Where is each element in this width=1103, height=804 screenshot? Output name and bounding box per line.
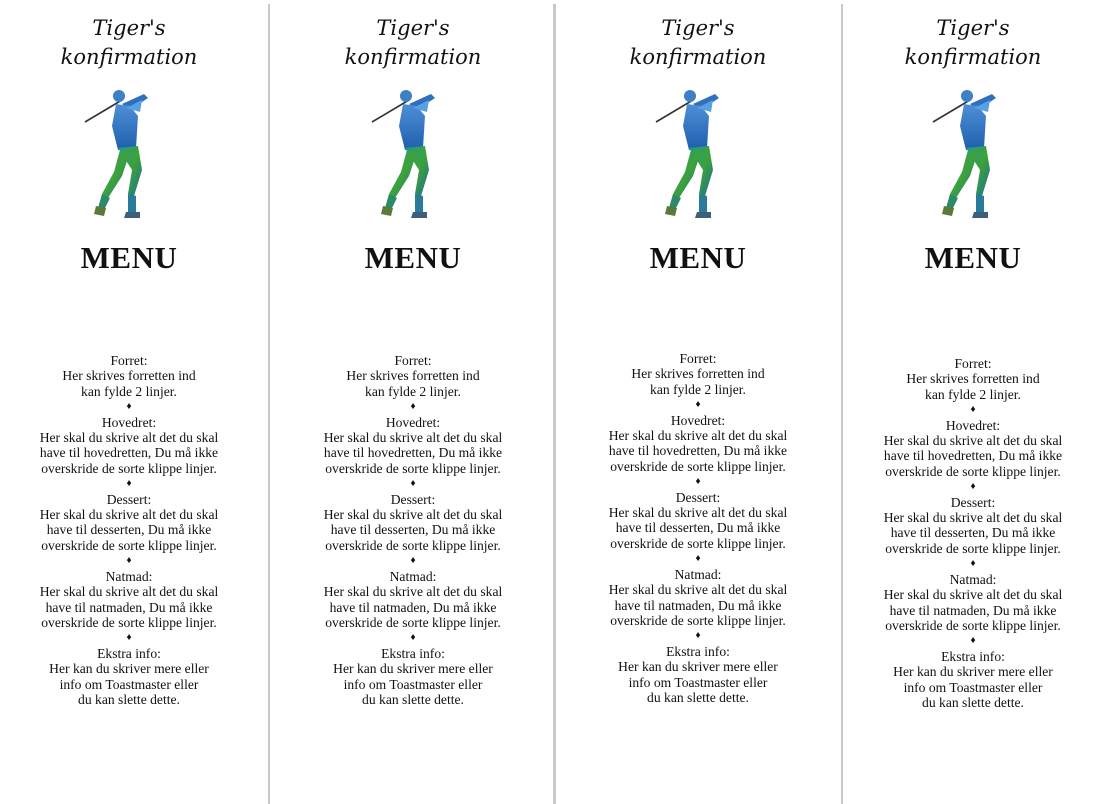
diamond-separator-icon: ♦	[970, 481, 976, 493]
course-description-line: Her skrives forretten ind	[906, 371, 1040, 387]
card-title-line: Tiger's	[936, 16, 1010, 40]
course-label: Natmad:	[389, 568, 437, 584]
menu-heading: MENU	[364, 240, 462, 275]
course-description-line: overskride de sorte klippe linjer.	[41, 460, 217, 476]
diamond-separator-icon: ♦	[970, 558, 976, 570]
course-label: Ekstra info:	[381, 645, 445, 661]
course-description-line: have til desserten, Du må ikke	[615, 520, 781, 536]
course-description-line: info om Toastmaster eller	[903, 679, 1043, 695]
course-label: Natmad:	[674, 566, 722, 582]
course-label: Natmad:	[949, 571, 997, 587]
card-title	[0, 14, 258, 72]
course-description-line: have til hovedretten, Du må ikke	[39, 445, 219, 461]
diamond-separator-icon: ♦	[410, 401, 416, 413]
course-label: Ekstra info:	[941, 648, 1005, 664]
card-title-line: Tiger's	[376, 16, 450, 40]
menu-card	[564, 0, 832, 804]
course-label: Natmad:	[105, 568, 153, 584]
course-description-line: du kan slette dette.	[647, 689, 749, 705]
course-description-line: have til hovedretten, Du må ikke	[323, 445, 503, 461]
course-description-line: Her skrives forretten ind	[62, 368, 196, 384]
course-label: Forret:	[110, 353, 148, 368]
menu-courses	[850, 356, 1096, 710]
course-description-line: Her skal du skrive alt det du skal	[608, 505, 788, 521]
course-description-line: overskride de sorte klippe linjer.	[41, 614, 217, 630]
course-description-line: have til natmaden, Du må ikke	[614, 597, 782, 613]
diamond-separator-icon: ♦	[126, 632, 132, 644]
course-description-line: have til natmaden, Du må ikke	[889, 602, 1057, 618]
course-label: Forret:	[954, 356, 992, 371]
course-description-line: overskride de sorte klippe linjer.	[325, 537, 501, 553]
diamond-separator-icon: ♦	[410, 632, 416, 644]
course-label: Forret:	[394, 353, 432, 368]
course-label: Ekstra info:	[666, 643, 730, 659]
course-description-line: Her skal du skrive alt det du skal	[39, 430, 219, 446]
diamond-separator-icon: ♦	[695, 553, 701, 565]
course-description-line: overskride de sorte klippe linjer.	[325, 614, 501, 630]
course-description-line: overskride de sorte klippe linjer.	[885, 463, 1061, 479]
card-title-line: Tiger's	[661, 16, 735, 40]
course-label: Dessert:	[950, 494, 996, 510]
diamond-separator-icon: ♦	[695, 399, 701, 411]
golfer-illustration	[369, 86, 459, 222]
diamond-separator-icon: ♦	[970, 404, 976, 416]
course-description-line: have til hovedretten, Du må ikke	[883, 448, 1063, 464]
menu-heading: MENU	[649, 240, 747, 275]
cut-line	[268, 4, 270, 804]
diamond-separator-icon: ♦	[695, 476, 701, 488]
card-title-line: konfirmation	[60, 45, 198, 69]
card-title-line: konfirmation	[904, 45, 1042, 69]
course-description-line: Her skrives forretten ind	[631, 366, 765, 382]
course-description-line: Her skal du skrive alt det du skal	[39, 507, 219, 523]
cut-line	[553, 4, 556, 804]
course-description-line: Her kan du skriver mere eller	[333, 661, 493, 677]
course-description-line: kan fylde 2 linjer.	[650, 381, 746, 397]
diamond-separator-icon: ♦	[410, 555, 416, 567]
course-description-line: Her skal du skrive alt det du skal	[883, 587, 1063, 603]
course-description-line: kan fylde 2 linjer.	[925, 386, 1021, 402]
card-title	[564, 14, 832, 72]
course-description-line: overskride de sorte klippe linjer.	[885, 617, 1061, 633]
course-description-line: Her skal du skrive alt det du skal	[39, 584, 219, 600]
menu-card	[0, 0, 258, 804]
course-description-line: Her skal du skrive alt det du skal	[323, 430, 503, 446]
course-description-line: Her skal du skrive alt det du skal	[883, 433, 1063, 449]
course-label: Hovedret:	[385, 414, 441, 430]
cut-line	[841, 4, 843, 804]
course-description-line: overskride de sorte klippe linjer.	[610, 612, 786, 628]
course-description-line: du kan slette dette.	[922, 694, 1024, 710]
course-description-line: Her skal du skrive alt det du skal	[323, 584, 503, 600]
course-label: Dessert:	[675, 489, 721, 505]
course-description-line: info om Toastmaster eller	[628, 674, 768, 690]
course-description-line: du kan slette dette.	[362, 691, 464, 707]
course-label: Hovedret:	[945, 417, 1001, 433]
course-description-line: have til natmaden, Du må ikke	[45, 599, 213, 615]
menu-courses	[278, 353, 548, 707]
course-description-line: Her kan du skriver mere eller	[618, 659, 778, 675]
course-description-line: kan fylde 2 linjer.	[365, 383, 461, 399]
course-description-line: overskride de sorte klippe linjer.	[325, 460, 501, 476]
course-description-line: Her skal du skrive alt det du skal	[608, 428, 788, 444]
course-label: Forret:	[679, 351, 717, 366]
card-title	[278, 14, 548, 72]
menu-heading: MENU	[80, 240, 178, 275]
course-label: Hovedret:	[101, 414, 157, 430]
course-label: Ekstra info:	[97, 645, 161, 661]
course-description-line: overskride de sorte klippe linjer.	[610, 458, 786, 474]
course-description-line: du kan slette dette.	[78, 691, 180, 707]
menu-card	[850, 0, 1096, 804]
diamond-separator-icon: ♦	[410, 478, 416, 490]
course-description-line: info om Toastmaster eller	[59, 676, 199, 692]
diamond-separator-icon: ♦	[970, 635, 976, 647]
menu-courses	[564, 351, 832, 705]
diamond-separator-icon: ♦	[126, 401, 132, 413]
course-description-line: overskride de sorte klippe linjer.	[41, 537, 217, 553]
course-description-line: have til desserten, Du må ikke	[890, 525, 1056, 541]
diamond-separator-icon: ♦	[126, 478, 132, 490]
course-description-line: Her skal du skrive alt det du skal	[323, 507, 503, 523]
course-description-line: Her kan du skriver mere eller	[893, 664, 1053, 680]
course-description-line: Her skal du skrive alt det du skal	[883, 510, 1063, 526]
course-label: Hovedret:	[670, 412, 726, 428]
course-label: Dessert:	[390, 491, 436, 507]
menu-courses	[0, 353, 258, 707]
card-title	[850, 14, 1096, 72]
course-description-line: overskride de sorte klippe linjer.	[610, 535, 786, 551]
course-description-line: have til natmaden, Du må ikke	[329, 599, 497, 615]
course-description-line: have til desserten, Du må ikke	[46, 522, 212, 538]
course-description-line: kan fylde 2 linjer.	[81, 383, 177, 399]
course-description-line: Her skrives forretten ind	[346, 368, 480, 384]
course-description-line: info om Toastmaster eller	[343, 676, 483, 692]
diamond-separator-icon: ♦	[695, 630, 701, 642]
menu-heading: MENU	[924, 240, 1022, 275]
card-title-line: konfirmation	[344, 45, 482, 69]
course-description-line: have til desserten, Du må ikke	[330, 522, 496, 538]
card-title-line: Tiger's	[92, 16, 166, 40]
golfer-illustration	[653, 86, 743, 222]
card-title-line: konfirmation	[629, 45, 767, 69]
golfer-illustration	[82, 86, 172, 222]
course-description-line: have til hovedretten, Du må ikke	[608, 443, 788, 459]
course-description-line: Her kan du skriver mere eller	[49, 661, 209, 677]
golfer-illustration	[930, 86, 1020, 222]
menu-card	[278, 0, 548, 804]
course-description-line: Her skal du skrive alt det du skal	[608, 582, 788, 598]
course-description-line: overskride de sorte klippe linjer.	[885, 540, 1061, 556]
diamond-separator-icon: ♦	[126, 555, 132, 567]
course-label: Dessert:	[106, 491, 152, 507]
